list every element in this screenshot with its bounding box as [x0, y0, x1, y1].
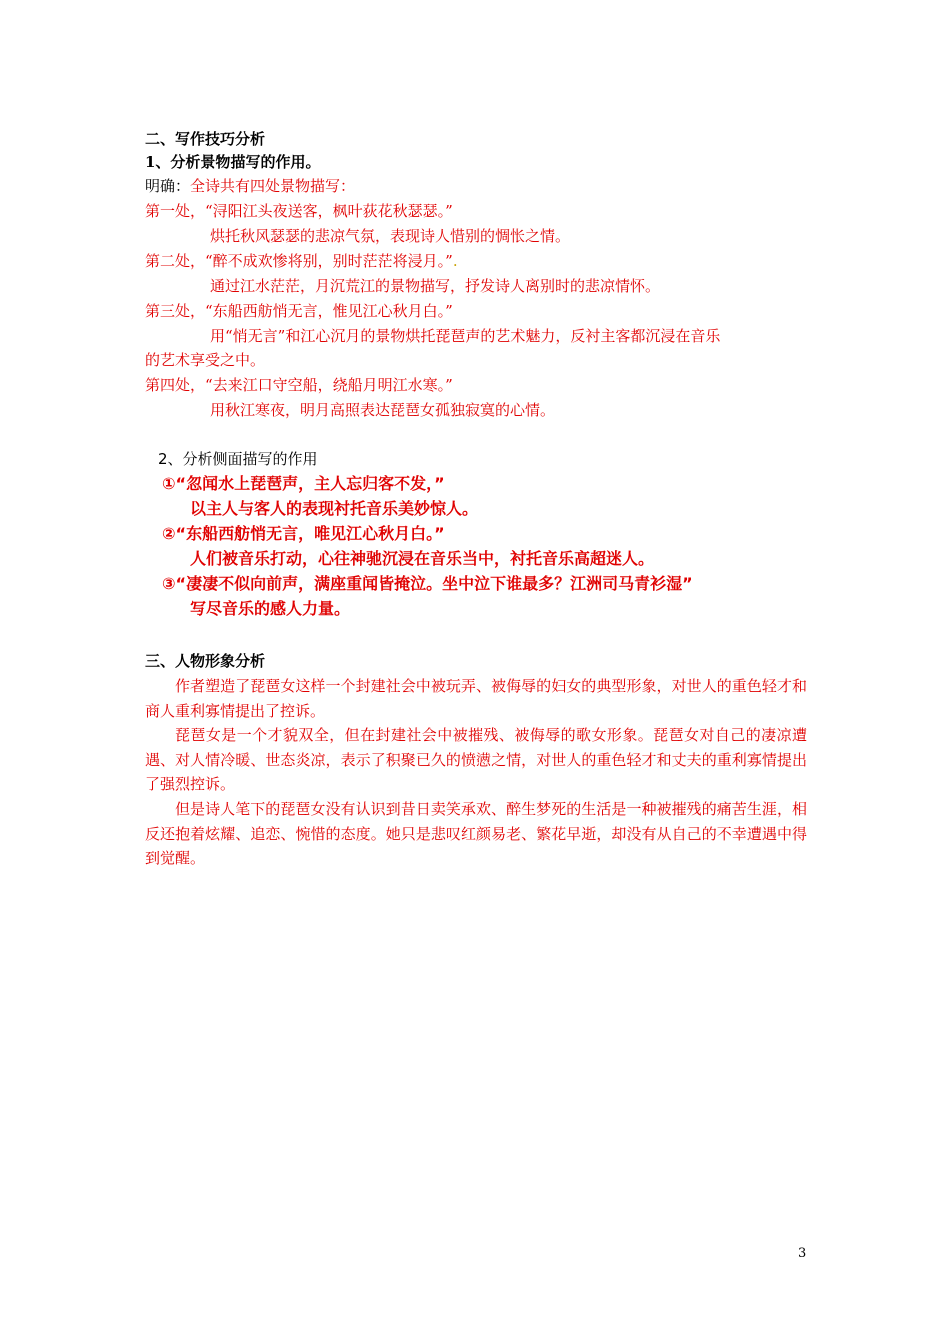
intro-text: 全诗共有四处景物描写：: [190, 177, 356, 195]
character-paragraph-2: 琵琶女是一个才貌双全，但在封建社会中被摧残、被侮辱的歌女形象。琵琶女对自己的凄凉遭遇、对人情冷暖、世态炎凉，表示了积聚已久的愤懑之情，对世人的重色轻才和丈夫的重利寡情提出了强烈控诉。: [145, 726, 807, 793]
scene-quote: “去来江口守空船，绕船月明江水寒。”: [205, 376, 453, 394]
scene-explain-4: 用秋江寒夜，明月高照表达琵琶女孤独寂寞的心情。: [210, 401, 556, 419]
scene-explain-1: 烘托秋风瑟瑟的悲凉气氛，表现诗人惜别的惆怅之情。: [210, 227, 571, 245]
scene-item-3: [145, 300, 453, 322]
scene-label: 第二处，: [145, 252, 206, 270]
side-description-image: [148, 444, 748, 626]
subsection-1-heading: 1、分析景物描写的作用。: [145, 153, 321, 171]
character-paragraph-1: 作者塑造了琵琶女这样一个封建社会中被玩弄、被侮辱的妇女的典型形象，对世人的重色轻才和商人重利寡情提出了控诉。: [145, 677, 807, 720]
scene-explain-3b: 的艺术享受之中。: [145, 351, 266, 369]
scene-item-2: [145, 250, 458, 272]
intro-line: [145, 175, 355, 197]
scene-quote: “醉不成欢惨将别，别时茫茫将浸月。”: [205, 252, 453, 270]
side-explain-2: 人们被音乐打动，心往神驰沉浸在音乐当中，衬托音乐高超迷人。: [190, 549, 655, 568]
dot-mark: .: [452, 252, 458, 270]
scene-item-4: [145, 374, 453, 396]
side-explain-3: 写尽音乐的感人力量。: [190, 599, 351, 618]
scene-label: 第一处，: [145, 202, 206, 220]
scene-quote: “浔阳江头夜送客，枫叶荻花秋瑟瑟。”: [205, 202, 453, 220]
scene-label: 第四处，: [145, 376, 206, 394]
section-2-heading: 二、写作技巧分析: [145, 130, 266, 148]
scene-label: 第三处，: [145, 302, 206, 320]
page-number: 3: [798, 1246, 807, 1261]
scene-explain-3a: 用“悄无言”和江心沉月的景物烘托琵琶声的艺术魅力，反衬主客都沉浸在音乐: [210, 327, 721, 345]
scene-quote: “东船西舫悄无言，惟见江心秋月白。”: [205, 302, 453, 320]
scene-explain-2: 通过江水茫茫，月沉荒江的景物描写，抒发诗人离别时的悲凉情怀。: [210, 277, 661, 295]
scene-item-1: [145, 200, 453, 222]
subsection-2-heading: 2、分析侧面描写的作用: [158, 450, 318, 468]
side-quote-2: ②“东船西舫悄无言，唯见江心秋月白。”: [162, 524, 445, 543]
section-3-heading: 三、人物形象分析: [145, 652, 266, 670]
side-explain-1: 以主人与客人的表现衬托音乐美妙惊人。: [190, 499, 479, 518]
intro-label: 明确：: [145, 177, 191, 195]
character-paragraph-3: 但是诗人笔下的琵琶女没有认识到昔日卖笑承欢、醉生梦死的生活是一种被摧残的痛苦生涯，相反还抱着炫耀、追恋、惋惜的态度。她只是悲叹红颜易老、繁花早逝，却没有从自己的不幸遭遇中得到觉醒。: [145, 800, 807, 867]
side-quote-1: ①“忽闻水上琵琶声，主人忘归客不发，”: [162, 474, 445, 493]
side-quote-3: ③“凄凄不似向前声，满座重闻皆掩泣。坐中泣下谁最多？江洲司马青衫湿”: [162, 574, 693, 593]
